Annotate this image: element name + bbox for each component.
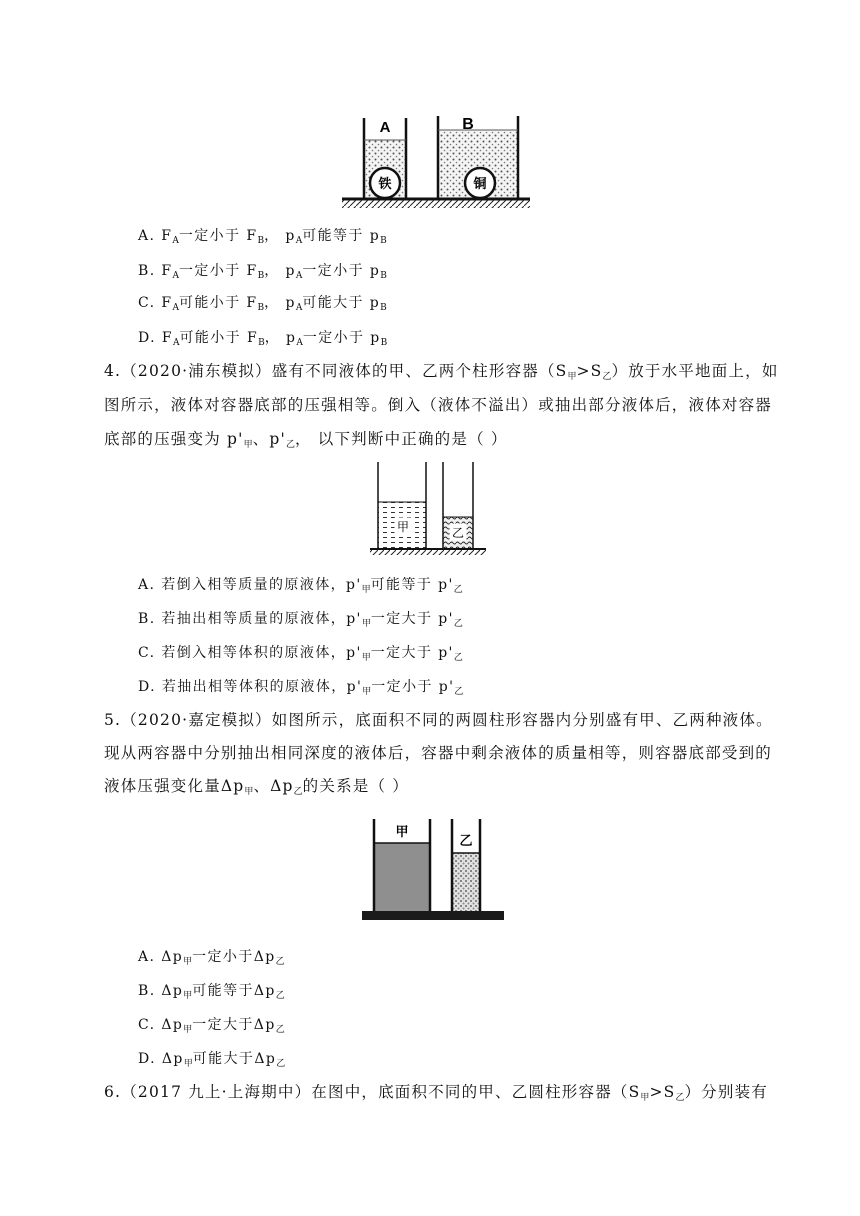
- q4-stem-line-2: 图所示，液体对容器底部的压强相等。倒入（液体不溢出）或抽出部分液体后，液体对容器: [104, 396, 773, 414]
- q3-option-c[interactable]: C. $F_A$可能小于 $F_B$， $p_A$可能大于 $p_B$: [138, 295, 387, 313]
- ground: [370, 550, 486, 555]
- q4-option-b[interactable]: B. 若抽出相等质量的原液体，$p'_甲$一定大于 $p'_乙$: [138, 611, 463, 629]
- container-label-a: A: [379, 119, 391, 136]
- q5-option-b[interactable]: B. $\Delta p_甲$可能等于$\Delta p_乙$: [138, 983, 285, 1001]
- q5-option-c[interactable]: C. $\Delta p_甲$一定大于$\Delta p_乙$: [138, 1017, 285, 1035]
- q5-stem-line-2: 现从两容器中分别抽出相同深度的液体后，容器中剩余液体的质量相等，则容器底部受到的: [104, 744, 773, 762]
- q4-stem-line-3: 底部的压强变为 $p'_甲$、$p'_乙$， 以下判断中正确的是（ ）: [104, 430, 508, 450]
- ground: [342, 200, 530, 208]
- q3-option-b[interactable]: B. $F_A$一定小于 $F_B$， $p_A$一定小于 $p_B$: [138, 263, 387, 281]
- q4-option-a[interactable]: A. 若倒入相等质量的原液体，$p'_甲$可能等于 $p'_乙$: [138, 577, 463, 595]
- ball-label-copper: 铜: [473, 177, 487, 192]
- q4-option-d[interactable]: D. 若抽出相等体积的原液体，$p'_甲$一定小于 $p'_乙$: [138, 679, 464, 697]
- liquid-yi: [452, 853, 480, 911]
- q3-option-a[interactable]: A. $F_A$一定小于 $F_B$， $p_A$可能等于 $p_B$: [138, 228, 387, 246]
- label-jia: 甲: [396, 520, 410, 534]
- ground: [362, 911, 504, 920]
- q5-stem-line-1: 5.（2020·嘉定模拟）如图所示，底面积不同的两圆柱形容器内分别盛有甲、乙两种液体。: [104, 711, 773, 729]
- label-yi: 乙: [451, 526, 465, 540]
- figure-containers-jia-yi: [366, 460, 490, 556]
- label-yi: 乙: [459, 834, 473, 849]
- figure-cylinders-jia-yi: [360, 815, 506, 925]
- q4-option-c[interactable]: C. 若倒入相等体积的原液体，$p'_甲$一定大于 $p'_乙$: [138, 645, 463, 663]
- container-label-b: B: [462, 116, 474, 133]
- label-jia: 甲: [395, 825, 409, 840]
- q6-stem-line-1: 6.（2017 九上·上海期中）在图中，底面积不同的甲、乙圆柱形容器$(S_甲>S_乙)$分别装有: [104, 1083, 768, 1103]
- figure-containers-a-b: [338, 110, 534, 216]
- q5-stem-line-3: 液体压强变化量$\Delta p_甲$、$\Delta p_乙$的关系是（ ）: [104, 777, 409, 797]
- q3-option-d[interactable]: D. $F_A$可能小于 $F_B$， $p_A$一定小于 $p_B$: [138, 330, 388, 348]
- q5-option-d[interactable]: D. $\Delta p_甲$可能大于$\Delta p_乙$: [138, 1051, 286, 1069]
- q4-stem-line-1: 4.（2020·浦东模拟）盛有不同液体的甲、乙两个柱形容器$(S_甲>S_乙)$放于水平地面上，如: [104, 362, 779, 382]
- ball-label-iron: 铁: [378, 177, 392, 192]
- liquid-jia: [374, 843, 430, 911]
- q5-option-a[interactable]: A. $\Delta p_甲$一定小于$\Delta p_乙$: [138, 949, 285, 967]
